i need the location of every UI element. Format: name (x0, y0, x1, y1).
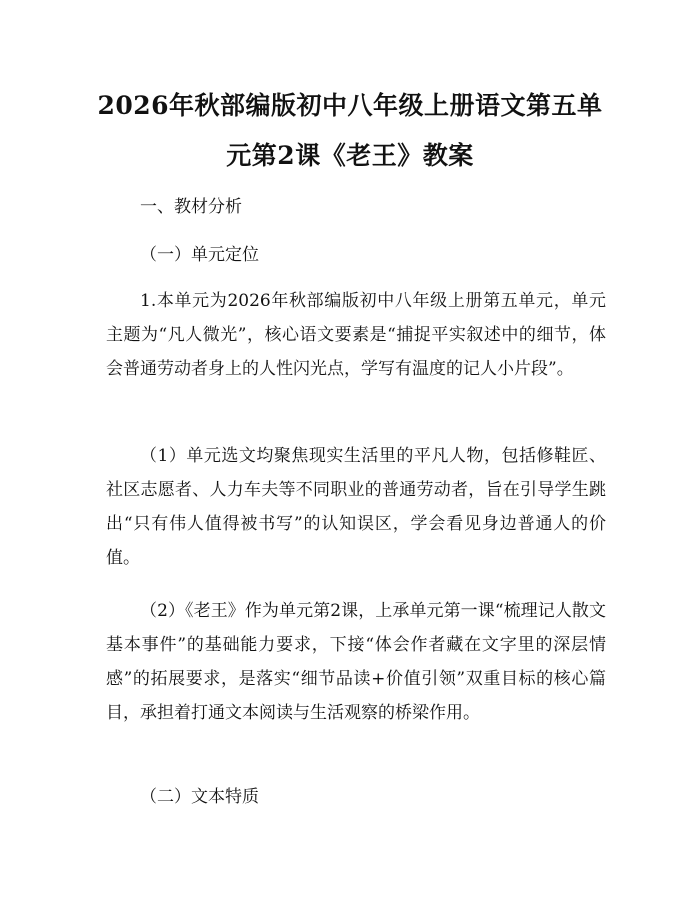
section-heading-textbook-analysis: 一、教材分析 (140, 197, 242, 217)
document-title-line-2: 元第2课《老王》教案 (226, 141, 474, 170)
subsection-heading-text-characteristics: （二）文本特质 (140, 787, 259, 807)
document-title-line-1: 2026年秋部编版初中八年级上册语文第五单 (97, 91, 603, 120)
paragraph-unit-selections: （1）单元选文均聚焦现实生活里的平凡人物，包括修鞋匠、社区志愿者、人力车夫等不同职业的普通劳动者，旨在引导学生跳出“只有伟人值得被书写”的认知误区，学会看见身边普通人的价值。 (106, 446, 606, 568)
paragraph-lesson-role: （2）《老王》作为单元第2课，上承单元第一课“梳理记人散文基本事件”的基础能力要求，下接“体会作者藏在文字里的深层情感”的拓展要求，是落实“细节品读+价值引领”双重目标的核心篇目，承担着打通文本阅读与生活观察的桥梁作用。 (106, 601, 606, 723)
subsection-heading-unit-positioning: （一）单元定位 (140, 245, 259, 265)
paragraph-unit-overview: 1.本单元为2026年秋部编版初中八年级上册第五单元，单元主题为“凡人微光”，核心语文要素是“捕捉平实叙述中的细节，体会普通劳动者身上的人性闪光点，学写有温度的记人小片段”。 (106, 291, 606, 379)
